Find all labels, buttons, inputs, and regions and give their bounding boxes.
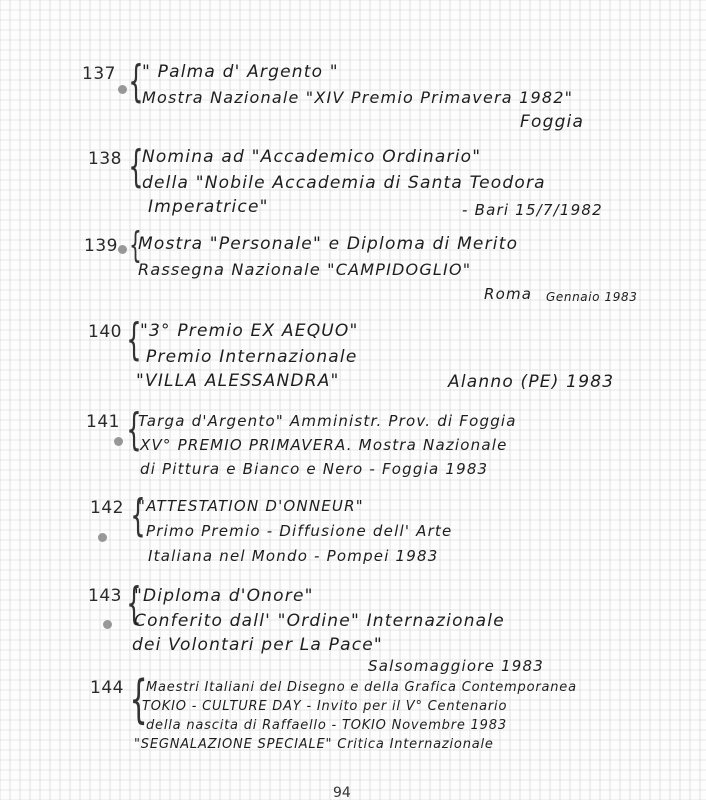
entry-line: Salsomaggiore 1983	[368, 657, 545, 675]
entry-line: "VILLA ALESSANDRA"	[136, 371, 340, 391]
page-number: 94	[333, 785, 351, 800]
entry-line: Conferito dall' "Ordine" Internazionale	[134, 611, 505, 631]
punch-hole-5	[103, 620, 112, 629]
entry-line: della "Nobile Accademia di Santa Teodora	[142, 173, 546, 193]
brace-icon: {	[130, 490, 146, 541]
entry-line: di Pittura e Bianco e Nero - Foggia 1983	[140, 460, 489, 478]
entry-number: 140	[88, 322, 122, 342]
entry-line: XV° PREMIO PRIMAVERA. Mostra Nazionale	[140, 436, 508, 454]
entry-line: Roma	[484, 285, 533, 303]
punch-hole-1	[118, 85, 127, 94]
entry-number: 139	[84, 236, 118, 256]
punch-hole-2	[118, 245, 127, 254]
punch-hole-4	[98, 533, 107, 542]
entry-title: "3° Premio EX AEQUO"	[140, 321, 359, 341]
entry-number: 137	[82, 64, 116, 84]
entry-number: 142	[90, 498, 124, 518]
entry-number: 138	[88, 149, 122, 169]
entry-line: Rassegna Nazionale "CAMPIDOGLIO"	[138, 260, 472, 279]
entry-number: 144	[90, 678, 124, 698]
entry-line: Foggia	[520, 112, 585, 132]
punch-hole-3	[114, 437, 123, 446]
entry-line: Gennaio 1983	[546, 290, 638, 304]
entry-line: Primo Premio - Diffusione dell' Arte	[146, 522, 453, 540]
entry-number: 141	[86, 412, 120, 432]
brace-icon: {	[129, 225, 142, 266]
brace-icon: {	[126, 578, 142, 629]
entry-line: dei Volontari per La Pace"	[132, 635, 383, 655]
entry-title: Mostra "Personale" e Diploma di Merito	[138, 234, 519, 254]
entry-line: TOKIO - CULTURE DAY - Invito per il V° Centenario	[142, 699, 508, 714]
entry-line: Imperatrice"	[148, 197, 269, 217]
entry-title: "Diploma d'Onore"	[134, 586, 314, 606]
entry-line: della nascita di Raffaello - TOKIO Novembre 1983	[146, 718, 507, 733]
entry-title: Nomina ad "Accademico Ordinario"	[142, 147, 482, 167]
brace-icon: {	[126, 314, 142, 365]
brace-icon: {	[129, 670, 148, 730]
entry-title: "ATTESTATION D'ONNEUR"	[138, 497, 364, 515]
brace-icon: {	[128, 141, 144, 192]
entry-line: Mostra Nazionale "XIV Premio Primavera 1982"	[142, 88, 574, 107]
entry-line: Italiana nel Mondo - Pompei 1983	[148, 547, 439, 565]
entry-line: Premio Internazionale	[146, 347, 358, 367]
entry-line: "SEGNALAZIONE SPECIALE" Critica Internazionale	[134, 737, 494, 752]
entry-title: Maestri Italiani del Disegno e della Grafica Contemporanea	[146, 680, 577, 695]
entry-line: - Bari 15/7/1982	[462, 201, 603, 219]
entry-title: " Palma d' Argento "	[142, 62, 339, 82]
entry-number: 143	[88, 586, 122, 606]
brace-icon: {	[126, 404, 142, 455]
brace-icon: {	[128, 56, 144, 107]
entry-title: Targa d'Argento" Amministr. Prov. di Foggia	[138, 412, 517, 430]
entry-line: Alanno (PE) 1983	[448, 372, 615, 392]
